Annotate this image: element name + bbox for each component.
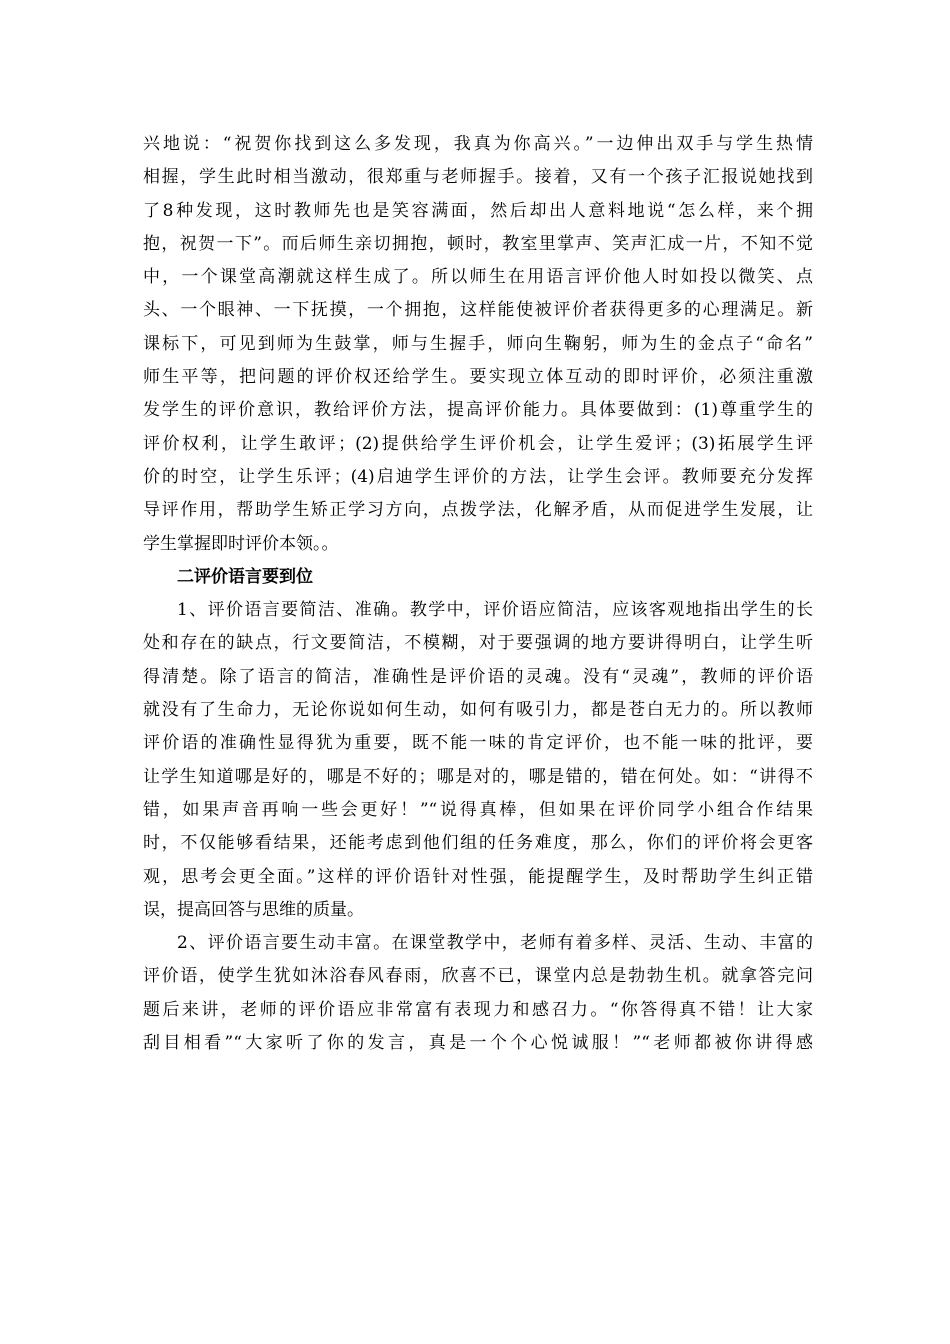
text-line: 处和存在的缺点，行文要简洁，不模糊，对于要强调的地方要讲得明白，让学生听: [143, 633, 813, 654]
text-line: 误，提高回答与思维的质量。: [143, 899, 364, 920]
text-line: 中，一个课堂高潮就这样生成了。所以师生在用语言评价他人时如投以微笑、点: [143, 267, 813, 288]
text-line: 错，如果声音再响一些会更好！”“说得真棒，但如果在评价同学小组合作结果: [143, 799, 813, 820]
text-line: 课标下，可见到师为生鼓掌，师与生握手，师向生鞠躬，师为生的金点子“命名”: [143, 333, 813, 354]
section-heading: 二评价语言要到位: [177, 566, 313, 587]
text-line: 学生掌握即时评价本领。。: [143, 533, 339, 554]
text-line: 头、一个眼神、一下抚摸，一个拥抱，这样能使被评价者获得更多的心理满足。新: [143, 300, 813, 321]
paragraph-2: [143, 927, 813, 1060]
text-line: 导评作用，帮助学生矫正学习方向，点拨学法，化解矛盾，从而促进学生发展，让: [143, 500, 813, 521]
text-line: 得清楚。除了语言的简洁，准确性是评价语的灵魂。没有“灵魂”，教师的评价语: [143, 666, 813, 687]
text-line: 了8种发现，这时教师先也是笑容满面，然后却出人意料地说“怎么样，来个拥: [143, 200, 813, 221]
text-line: 评价权利，让学生敢评；(2)提供给学生评价机会，让学生爱评；(3)拓展学生评: [143, 433, 813, 454]
text-line: 2、评价语言要生动丰富。在课堂教学中，老师有着多样、灵活、生动、丰富的: [177, 933, 813, 954]
text-line: 时，不仅能够看结果，还能考虑到他们组的任务难度，那么，你们的评价将会更客: [143, 833, 813, 854]
text-line: 师生平等，把问题的评价权还给学生。要实现立体互动的即时评价，必须注重激: [143, 367, 813, 388]
text-line: 价的时空，让学生乐评；(4)启迪学生评价的方法，让学生会评。教师要充分发挥: [143, 466, 813, 487]
text-line: 题后来讲，老师的评价语应非常富有表现力和感召力。“你答得真不错！让大家: [143, 999, 813, 1020]
text-line: 发学生的评价意识，教给评价方法，提高评价能力。具体要做到：(1)尊重学生的: [143, 400, 813, 421]
text-line: 评价语，使学生犹如沐浴春风春雨，欣喜不已，课堂内总是勃勃生机。就拿答完问: [143, 966, 813, 987]
text-line: 刮目相看”“大家听了你的发言，真是一个个心悦诚服！”“老师都被你讲得感: [143, 1033, 813, 1054]
text-line: 相握，学生此时相当激动，很郑重与老师握手。接着，又有一个孩子汇报说她找到: [143, 167, 813, 188]
text-line: 就没有了生命力，无论你说如何生动，如何有吸引力，都是苍白无力的。所以教师: [143, 700, 813, 721]
text-line: 1、评价语言要简洁、准确。教学中，评价语应简洁，应该客观地指出学生的长: [177, 600, 813, 621]
text-line: 观，思考会更全面。”这样的评价语针对性强，能提醒学生，及时帮助学生纠正错: [143, 866, 813, 887]
text-line: 让学生知道哪是好的，哪是不好的；哪是对的，哪是错的，错在何处。如：“讲得不: [143, 766, 813, 787]
text-line: 兴地说：“祝贺你找到这么多发现，我真为你高兴。”一边伸出双手与学生热情: [143, 134, 813, 154]
document-body: [143, 128, 813, 1060]
text-line: 评价语的准确性显得犹为重要，既不能一味的肯定评价，也不能一味的批评，要: [143, 733, 813, 754]
text-line: 抱，祝贺一下”。而后师生亲切拥抱，顿时，教室里掌声、笑声汇成一片，不知不觉: [143, 233, 813, 254]
paragraph-1: [143, 594, 813, 927]
section1-paragraph: [143, 128, 813, 561]
